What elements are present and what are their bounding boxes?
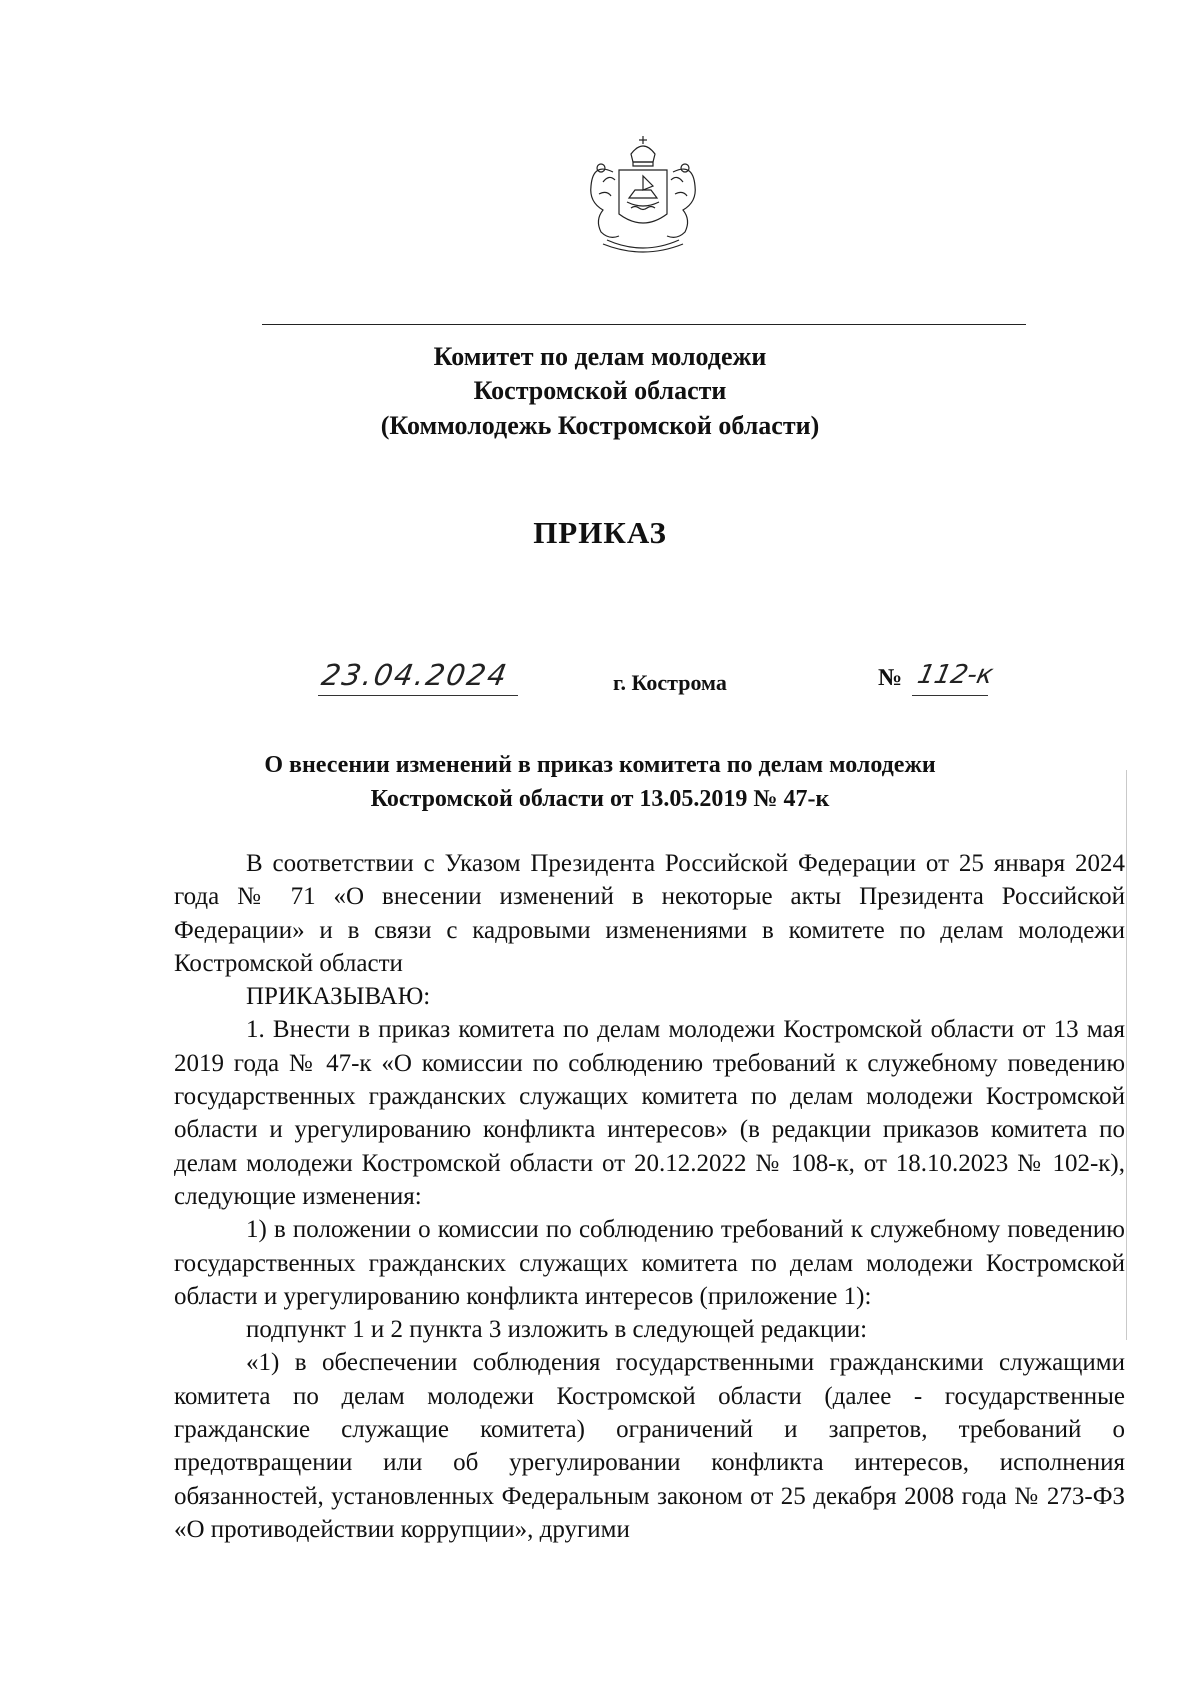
number-sign: № [878, 665, 903, 691]
order-word: ПРИКАЗЫВАЮ: [246, 983, 431, 1011]
number-underline [912, 695, 988, 696]
preamble-paragraph: В соответствии с Указом Президента Российской Федерации от 25 января 2024 года № 71 «О внесении изменений в некоторые акты Президента Российской Федерации» и в связи с кадровыми изменениями в комитете по делам молодежи Костромской области [174, 850, 1125, 977]
subpoint-paragraph: подпункт 1 и 2 пункта 3 изложить в следующей редакции: [246, 1316, 868, 1344]
scan-margin-line [1126, 770, 1127, 1340]
document-body [174, 847, 1125, 1546]
order-subject-line2: Костромской области от 13.05.2019 № 47-к [370, 786, 830, 812]
header-rule [262, 324, 1026, 325]
city-label: г. Кострома [613, 670, 727, 695]
organization-name-line1: Комитет по делам молодежи [433, 342, 767, 371]
organization-name-line2: Костромской области [473, 376, 727, 405]
handwritten-order-number: 112-к [914, 660, 996, 690]
handwritten-date: 23.04.2024 [319, 658, 512, 692]
document-type-title: ПРИКАЗ [533, 515, 667, 550]
order-subject-line1: О внесении изменений в приказ комитета по делам молодежи [264, 752, 936, 778]
organization-short-name: (Коммолодежь Костромской области) [380, 411, 820, 440]
item-1-1-paragraph: 1) в положении о комиссии по соблюдению требований к служебному поведению государственных гражданских служащих комитета по делам молодежи Костромской области и урегулированию конфликта интересов (приложение 1): [174, 1216, 1125, 1310]
quoted-subpoint-1: «1) в обеспечении соблюдения государственными гражданскими служащими комитета по делам молодежи Костромской области (далее - государственные гражданские служащие комитета) ограничений и запретов, требований о предотвращении или об урегулировании конфликта интересов, исполнения обязанностей, установленных Федеральным законом от 25 декабря 2008 года № 273-ФЗ «О противодействии коррупции», другими [174, 1349, 1125, 1543]
coat-of-arms-kostroma-region-icon [573, 132, 713, 256]
item-1-paragraph: 1. Внести в приказ комитета по делам молодежи Костромской области от 13 мая 2019 года № 47-к «О комиссии по соблюдению требований к служебному поведению государственных гражданских служащих комитета по делам молодежи Костромской области и урегулированию конфликта интересов» (в редакции приказов комитета по делам молодежи Костромской области от 20.12.2022 № 108-к, от 18.10.2023 № 102-к), следующие изменения: [174, 1016, 1125, 1210]
date-underline [318, 695, 518, 696]
